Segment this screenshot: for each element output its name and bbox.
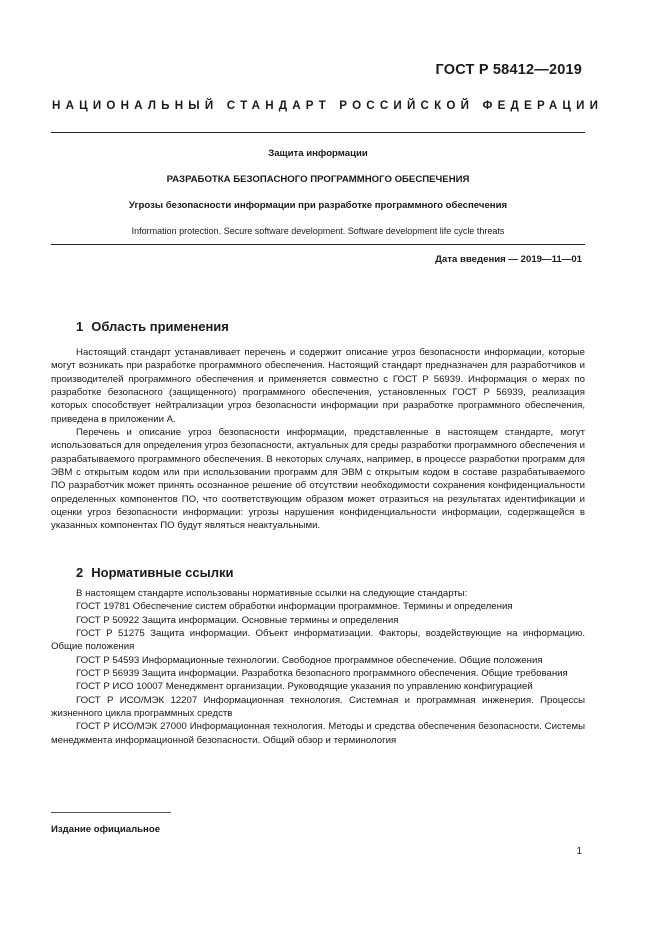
section-number: 2 <box>76 565 84 580</box>
scope-body <box>51 346 585 533</box>
page-number: 1 <box>576 846 582 857</box>
document-number: ГОСТ Р 58412—2019 <box>435 62 582 78</box>
references-body <box>51 587 585 747</box>
title-category: Защита информации <box>268 148 368 159</box>
top-divider <box>51 132 585 133</box>
reference-item: ГОСТ Р 54593 Информационные технологии. Свободное программное обеспечение. Общие положения <box>76 654 543 666</box>
reference-item: ГОСТ Р 51275 Защита информации. Объект информатизации. Факторы, воздействующие на информацию. Общие положения <box>51 628 585 653</box>
paragraph: Настоящий стандарт устанавливает перечень и содержит описание угроз безопасности информации, которые могут возникать при разработке программного обеспечения. Настоящий стандарт предназначен для разработчиков и производителей программного обеспечения и применяется совместно с ГОСТ Р 56939. Информация о мерах по разработке безопасного (защищенного) программного обеспечения, установленных ГОСТ Р 56939, реализация которых способствует нейтрализации угроз безопасности информации при разработке программного обеспечения, приведена в приложении А. <box>51 347 585 425</box>
edition-label: Издание официальное <box>51 824 161 835</box>
footer-divider <box>51 812 171 813</box>
reference-item: ГОСТ Р ИСО/МЭК 12207 Информационная технология. Системная и программная инженерия. Процессы жизненного цикла программных средств <box>51 694 585 720</box>
section-title: Область применения <box>91 319 229 334</box>
paragraph: Перечень и описание угроз безопасности информации, представленные в настоящем стандарте, могут использоваться для определения угроз безопасности, актуальных для среды разработки программного обеспечения и разрабатываемого программного обеспечения. В некоторых случаях, например, в процессе разработки программ для ЭВМ с открытым кодом или при использовании программ для ЭВМ с открытым кодом в составе разрабатываемого ПО разработчик может принять осознанное решение об отсутствии необходимости сохранения конфиденциальности определенных компонентов ПО, что соответствующим образом может отразиться на результатах идентификации и оценки угроз безопасности информации: угрозы нарушения конфиденциальности информации, содержащейся в указанных компонентах ПО будут являться неактуальными. <box>51 427 585 532</box>
reference-item: ГОСТ Р ИСО/МЭК 27000 Информационная технология. Методы и средства обеспечения безопасности. Системы менеджмента информационной безопасности. Общий обзор и терминология <box>51 721 585 746</box>
national-standard-heading: НАЦИОНАЛЬНЫЙ СТАНДАРТ РОССИЙСКОЙ ФЕДЕРАЦИИ <box>52 99 604 112</box>
references-intro: В настоящем стандарте использованы нормативные ссылки на следующие стандарты: <box>76 588 468 599</box>
section-heading-references <box>76 565 233 580</box>
introduction-date: Дата введения — 2019—11—01 <box>435 254 582 265</box>
reference-item: ГОСТ Р 50922 Защита информации. Основные термины и определения <box>76 614 399 626</box>
reference-item: ГОСТ 19781 Обеспечение систем обработки информации программное. Термины и определения <box>76 601 513 613</box>
section-heading-scope <box>76 319 229 334</box>
reference-item: ГОСТ Р ИСО 10007 Менеджмент организации. Руководящие указания по управлению конфигурацией <box>76 681 533 693</box>
title-main: РАЗРАБОТКА БЕЗОПАСНОГО ПРОГРАММНОГО ОБЕСПЕЧЕНИЯ <box>166 174 470 185</box>
reference-item: ГОСТ Р 56939 Защита информации. Разработка безопасного программного обеспечения. Общие требования <box>76 668 568 680</box>
title-divider <box>51 244 585 245</box>
section-number: 1 <box>76 319 84 334</box>
title-subtitle: Угрозы безопасности информации при разработке программного обеспечения <box>128 200 508 211</box>
title-english: Information protection. Secure software development. Software development life cycle threats <box>131 226 505 236</box>
section-title: Нормативные ссылки <box>91 565 234 580</box>
